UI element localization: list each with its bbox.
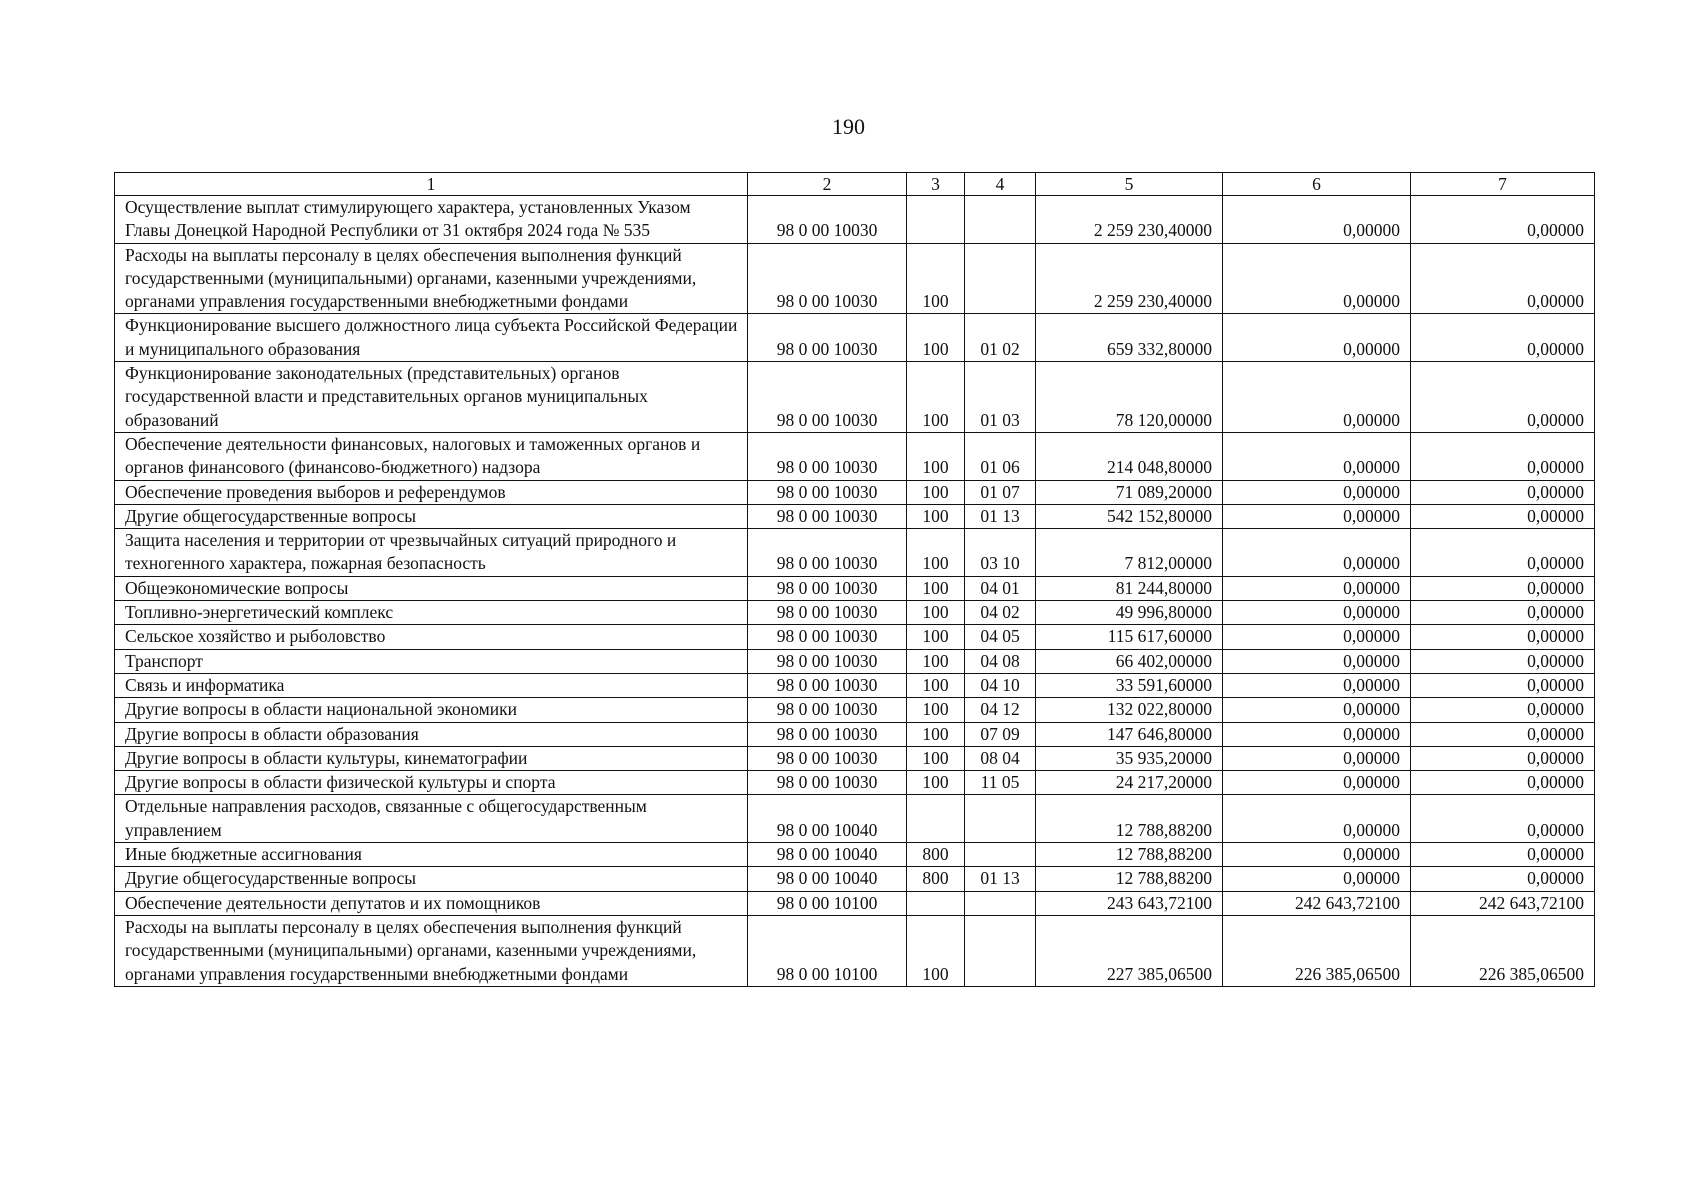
amount-col6-cell: 0,00000 [1223, 625, 1411, 649]
amount-col5-cell: 2 259 230,40000 [1036, 243, 1223, 314]
target-article-cell: 98 0 00 10100 [748, 891, 907, 915]
amount-col5-cell: 2 259 230,40000 [1036, 196, 1223, 244]
budget-table [114, 172, 1595, 987]
target-article-cell: 98 0 00 10030 [748, 722, 907, 746]
target-article-cell: 98 0 00 10030 [748, 504, 907, 528]
amount-col7-cell: 0,00000 [1411, 698, 1595, 722]
amount-col6-cell: 0,00000 [1223, 698, 1411, 722]
target-article-cell: 98 0 00 10030 [748, 746, 907, 770]
section-subsection-cell: 07 09 [965, 722, 1036, 746]
column-number-row [115, 173, 1595, 196]
expense-type-cell: 100 [907, 722, 965, 746]
amount-col7-cell: 0,00000 [1411, 867, 1595, 891]
table-row [115, 314, 1595, 362]
amount-col7-cell: 0,00000 [1411, 625, 1595, 649]
expense-type-cell: 100 [907, 432, 965, 480]
table-row [115, 722, 1595, 746]
amount-col7-cell: 0,00000 [1411, 196, 1595, 244]
section-subsection-cell: 04 02 [965, 601, 1036, 625]
section-subsection-cell [965, 843, 1036, 867]
table-row [115, 196, 1595, 244]
expense-name-cell: Другие вопросы в области национальной экономики [115, 698, 748, 722]
section-subsection-cell: 01 07 [965, 480, 1036, 504]
section-subsection-cell [965, 243, 1036, 314]
amount-col7-cell: 226 385,06500 [1411, 915, 1595, 986]
amount-col7-cell: 0,00000 [1411, 843, 1595, 867]
target-article-cell: 98 0 00 10030 [748, 673, 907, 697]
expense-type-cell: 100 [907, 915, 965, 986]
column-header: 3 [907, 173, 965, 196]
table-row [115, 601, 1595, 625]
amount-col7-cell: 0,00000 [1411, 243, 1595, 314]
section-subsection-cell: 01 13 [965, 867, 1036, 891]
amount-col6-cell: 0,00000 [1223, 795, 1411, 843]
expense-type-cell: 100 [907, 746, 965, 770]
table-row [115, 795, 1595, 843]
expense-name-cell: Транспорт [115, 649, 748, 673]
expense-name-cell: Другие вопросы в области образования [115, 722, 748, 746]
table-row [115, 843, 1595, 867]
column-header: 7 [1411, 173, 1595, 196]
amount-col5-cell: 659 332,80000 [1036, 314, 1223, 362]
amount-col5-cell: 12 788,88200 [1036, 843, 1223, 867]
target-article-cell: 98 0 00 10030 [748, 314, 907, 362]
table-row [115, 649, 1595, 673]
expense-name-cell: Расходы на выплаты персоналу в целях обеспечения выполнения функций государственными (муниципальными) органами, казенными учреждениями, органами управления государственными внебюджетными фондами [115, 915, 748, 986]
expense-type-cell: 800 [907, 867, 965, 891]
amount-col6-cell: 0,00000 [1223, 314, 1411, 362]
target-article-cell: 98 0 00 10030 [748, 243, 907, 314]
amount-col7-cell: 0,00000 [1411, 673, 1595, 697]
table-row [115, 576, 1595, 600]
expense-type-cell [907, 196, 965, 244]
table-row [115, 504, 1595, 528]
amount-col5-cell: 81 244,80000 [1036, 576, 1223, 600]
target-article-cell: 98 0 00 10030 [748, 698, 907, 722]
expense-name-cell: Обеспечение проведения выборов и референдумов [115, 480, 748, 504]
amount-col7-cell: 0,00000 [1411, 722, 1595, 746]
expense-name-cell: Обеспечение деятельности депутатов и их помощников [115, 891, 748, 915]
expense-type-cell: 100 [907, 529, 965, 577]
section-subsection-cell: 01 13 [965, 504, 1036, 528]
table-row [115, 362, 1595, 433]
expense-name-cell: Иные бюджетные ассигнования [115, 843, 748, 867]
section-subsection-cell [965, 196, 1036, 244]
expense-type-cell: 100 [907, 601, 965, 625]
section-subsection-cell: 08 04 [965, 746, 1036, 770]
amount-col5-cell: 78 120,00000 [1036, 362, 1223, 433]
expense-name-cell: Расходы на выплаты персоналу в целях обеспечения выполнения функций государственными (муниципальными) органами, казенными учреждениями, органами управления государственными внебюджетными фондами [115, 243, 748, 314]
section-subsection-cell: 04 12 [965, 698, 1036, 722]
amount-col7-cell: 0,00000 [1411, 601, 1595, 625]
column-header: 4 [965, 173, 1036, 196]
section-subsection-cell: 11 05 [965, 771, 1036, 795]
amount-col6-cell: 0,00000 [1223, 771, 1411, 795]
table-row [115, 867, 1595, 891]
amount-col6-cell: 0,00000 [1223, 867, 1411, 891]
section-subsection-cell: 03 10 [965, 529, 1036, 577]
amount-col5-cell: 49 996,80000 [1036, 601, 1223, 625]
table-row [115, 529, 1595, 577]
amount-col5-cell: 115 617,60000 [1036, 625, 1223, 649]
amount-col7-cell: 0,00000 [1411, 480, 1595, 504]
column-header: 5 [1036, 173, 1223, 196]
table-row [115, 432, 1595, 480]
amount-col7-cell: 0,00000 [1411, 504, 1595, 528]
expense-type-cell [907, 795, 965, 843]
table-row [115, 480, 1595, 504]
expense-type-cell: 100 [907, 480, 965, 504]
amount-col7-cell: 0,00000 [1411, 529, 1595, 577]
target-article-cell: 98 0 00 10030 [748, 196, 907, 244]
expense-type-cell: 100 [907, 362, 965, 433]
expense-type-cell [907, 891, 965, 915]
amount-col6-cell: 0,00000 [1223, 362, 1411, 433]
expense-type-cell: 100 [907, 673, 965, 697]
expense-type-cell: 100 [907, 314, 965, 362]
table-row [115, 625, 1595, 649]
amount-col6-cell: 0,00000 [1223, 746, 1411, 770]
target-article-cell: 98 0 00 10030 [748, 576, 907, 600]
amount-col5-cell: 35 935,20000 [1036, 746, 1223, 770]
target-article-cell: 98 0 00 10030 [748, 362, 907, 433]
amount-col5-cell: 7 812,00000 [1036, 529, 1223, 577]
section-subsection-cell [965, 891, 1036, 915]
table-row [115, 891, 1595, 915]
amount-col6-cell: 0,00000 [1223, 722, 1411, 746]
section-subsection-cell: 04 05 [965, 625, 1036, 649]
amount-col6-cell: 242 643,72100 [1223, 891, 1411, 915]
amount-col6-cell: 0,00000 [1223, 673, 1411, 697]
expense-type-cell: 100 [907, 771, 965, 795]
section-subsection-cell: 01 02 [965, 314, 1036, 362]
amount-col6-cell: 0,00000 [1223, 576, 1411, 600]
amount-col5-cell: 12 788,88200 [1036, 795, 1223, 843]
amount-col7-cell: 0,00000 [1411, 432, 1595, 480]
amount-col6-cell: 0,00000 [1223, 843, 1411, 867]
expense-name-cell: Общеэкономические вопросы [115, 576, 748, 600]
target-article-cell: 98 0 00 10030 [748, 529, 907, 577]
amount-col5-cell: 132 022,80000 [1036, 698, 1223, 722]
amount-col7-cell: 0,00000 [1411, 771, 1595, 795]
expense-name-cell: Осуществление выплат стимулирующего характера, установленных Указом Главы Донецкой Народной Республики от 31 октября 2024 года № 535 [115, 196, 748, 244]
table-row [115, 243, 1595, 314]
expense-name-cell: Другие вопросы в области физической культуры и спорта [115, 771, 748, 795]
amount-col7-cell: 0,00000 [1411, 649, 1595, 673]
table-row [115, 698, 1595, 722]
amount-col5-cell: 147 646,80000 [1036, 722, 1223, 746]
amount-col6-cell: 0,00000 [1223, 529, 1411, 577]
expense-name-cell: Обеспечение деятельности финансовых, налоговых и таможенных органов и органов финансового (финансово-бюджетного) надзора [115, 432, 748, 480]
table-row [115, 673, 1595, 697]
amount-col5-cell: 227 385,06500 [1036, 915, 1223, 986]
expense-name-cell: Сельское хозяйство и рыболовство [115, 625, 748, 649]
expense-name-cell: Связь и информатика [115, 673, 748, 697]
expense-type-cell: 100 [907, 649, 965, 673]
section-subsection-cell: 01 03 [965, 362, 1036, 433]
target-article-cell: 98 0 00 10040 [748, 843, 907, 867]
amount-col7-cell: 0,00000 [1411, 314, 1595, 362]
amount-col6-cell: 0,00000 [1223, 196, 1411, 244]
target-article-cell: 98 0 00 10030 [748, 625, 907, 649]
amount-col6-cell: 0,00000 [1223, 649, 1411, 673]
section-subsection-cell: 04 10 [965, 673, 1036, 697]
expense-name-cell: Другие общегосударственные вопросы [115, 504, 748, 528]
column-header: 2 [748, 173, 907, 196]
amount-col6-cell: 0,00000 [1223, 243, 1411, 314]
target-article-cell: 98 0 00 10030 [748, 432, 907, 480]
target-article-cell: 98 0 00 10040 [748, 795, 907, 843]
amount-col6-cell: 0,00000 [1223, 480, 1411, 504]
amount-col7-cell: 0,00000 [1411, 795, 1595, 843]
amount-col7-cell: 242 643,72100 [1411, 891, 1595, 915]
section-subsection-cell [965, 795, 1036, 843]
amount-col6-cell: 226 385,06500 [1223, 915, 1411, 986]
amount-col5-cell: 66 402,00000 [1036, 649, 1223, 673]
amount-col5-cell: 71 089,20000 [1036, 480, 1223, 504]
expense-type-cell: 100 [907, 243, 965, 314]
expense-name-cell: Отдельные направления расходов, связанные с общегосударственным управлением [115, 795, 748, 843]
expense-name-cell: Топливно-энергетический комплекс [115, 601, 748, 625]
column-header: 6 [1223, 173, 1411, 196]
target-article-cell: 98 0 00 10030 [748, 649, 907, 673]
expense-type-cell: 100 [907, 504, 965, 528]
target-article-cell: 98 0 00 10030 [748, 771, 907, 795]
amount-col5-cell: 12 788,88200 [1036, 867, 1223, 891]
expense-name-cell: Функционирование высшего должностного лица субъекта Российской Федерации и муниципального образования [115, 314, 748, 362]
expense-name-cell: Другие общегосударственные вопросы [115, 867, 748, 891]
amount-col7-cell: 0,00000 [1411, 576, 1595, 600]
expense-name-cell: Защита населения и территории от чрезвычайных ситуаций природного и техногенного характера, пожарная безопасность [115, 529, 748, 577]
table-row [115, 771, 1595, 795]
amount-col5-cell: 214 048,80000 [1036, 432, 1223, 480]
amount-col6-cell: 0,00000 [1223, 432, 1411, 480]
page-number: 190 [832, 114, 865, 139]
amount-col7-cell: 0,00000 [1411, 746, 1595, 770]
table-body [115, 196, 1595, 987]
expense-name-cell: Функционирование законодательных (представительных) органов государственной власти и представительных органов муниципальных образований [115, 362, 748, 433]
target-article-cell: 98 0 00 10040 [748, 867, 907, 891]
expense-name-cell: Другие вопросы в области культуры, кинематографии [115, 746, 748, 770]
amount-col7-cell: 0,00000 [1411, 362, 1595, 433]
target-article-cell: 98 0 00 10030 [748, 601, 907, 625]
column-header: 1 [115, 173, 748, 196]
expense-type-cell: 100 [907, 698, 965, 722]
amount-col5-cell: 33 591,60000 [1036, 673, 1223, 697]
expense-type-cell: 100 [907, 576, 965, 600]
section-subsection-cell [965, 915, 1036, 986]
section-subsection-cell: 04 01 [965, 576, 1036, 600]
amount-col6-cell: 0,00000 [1223, 504, 1411, 528]
amount-col5-cell: 24 217,20000 [1036, 771, 1223, 795]
target-article-cell: 98 0 00 10030 [748, 480, 907, 504]
expense-type-cell: 100 [907, 625, 965, 649]
section-subsection-cell: 01 06 [965, 432, 1036, 480]
table-row [115, 746, 1595, 770]
amount-col5-cell: 542 152,80000 [1036, 504, 1223, 528]
section-subsection-cell: 04 08 [965, 649, 1036, 673]
amount-col6-cell: 0,00000 [1223, 601, 1411, 625]
table-row [115, 915, 1595, 986]
expense-type-cell: 800 [907, 843, 965, 867]
amount-col5-cell: 243 643,72100 [1036, 891, 1223, 915]
target-article-cell: 98 0 00 10100 [748, 915, 907, 986]
